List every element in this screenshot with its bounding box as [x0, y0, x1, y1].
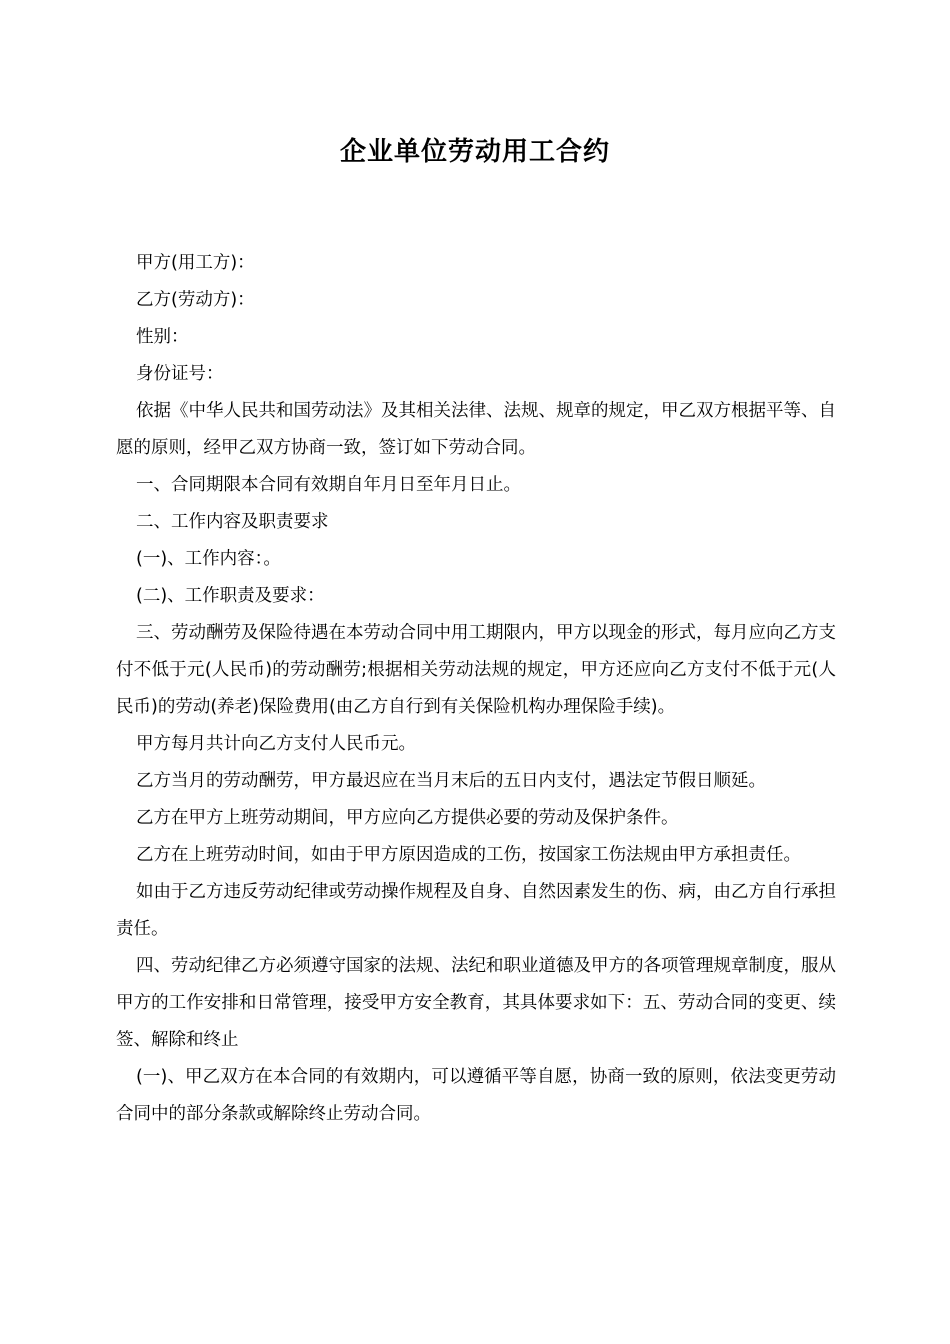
- clause-2-1-work-content: (一)、工作内容：。: [136, 549, 281, 569]
- monthly-total-paragraph: 甲方每月共计向乙方支付人民币元。: [136, 734, 416, 754]
- self-responsibility-paragraph: 如由于乙方违反劳动纪律或劳动操作规程及自身、自然因素发生的伤、病，由乙方自行承担责任。: [116, 882, 836, 939]
- clause-2-heading: 二、工作内容及职责要求: [136, 512, 329, 532]
- document-body: [116, 245, 836, 1133]
- clause-3-remuneration: 三、劳动酬劳及保险待遇在本劳动合同中用工期限内，甲方以现金的形式，每月应向乙方支付不低于元(人民币)的劳动酬劳;根据相关劳动法规的规定，甲方还应向乙方支付不低于元(人民币)的劳动(养老)保险费用(由乙方自行到有关保险机构办理保险手续)。: [116, 623, 836, 717]
- id-number-line: 身份证号：: [136, 364, 224, 384]
- work-injury-paragraph: 乙方在上班劳动时间，如由于甲方原因造成的工伤，按国家工伤法规由甲方承担责任。: [136, 845, 801, 865]
- party-a-line: 甲方(用工方)：: [136, 253, 255, 273]
- payment-timing-paragraph: 乙方当月的劳动酬劳，甲方最迟应在当月末后的五日内支付，遇法定节假日顺延。: [136, 771, 766, 791]
- working-conditions-paragraph: 乙方在甲方上班劳动期间，甲方应向乙方提供必要的劳动及保护条件。: [136, 808, 679, 828]
- document-title: 企业单位劳动用工合约: [339, 137, 610, 167]
- preamble-paragraph: 依据《中华人民共和国劳动法》及其相关法律、法规、规章的规定，甲乙双方根据平等、自愿的原则，经甲乙双方协商一致，签订如下劳动合同。: [116, 401, 836, 458]
- party-b-line: 乙方(劳动方)：: [136, 290, 255, 310]
- clause-1-term: 一、合同期限本合同有效期自年月日至年月日止。: [136, 475, 521, 495]
- clause-4-discipline: 四、劳动纪律乙方必须遵守国家的法规、法纪和职业道德及甲方的各项管理规章制度，服从甲方的工作安排和日常管理，接受甲方安全教育，其具体要求如下：五、劳动合同的变更、续签、解除和终止: [116, 956, 836, 1050]
- clause-2-2-duties: (二)、工作职责及要求：: [136, 586, 325, 606]
- clause-5-1-modification: (一)、甲乙双方在本合同的有效期内，可以遵循平等自愿，协商一致的原则，依法变更劳动合同中的部分条款或解除终止劳动合同。: [116, 1067, 836, 1124]
- gender-line: 性别：: [136, 327, 189, 347]
